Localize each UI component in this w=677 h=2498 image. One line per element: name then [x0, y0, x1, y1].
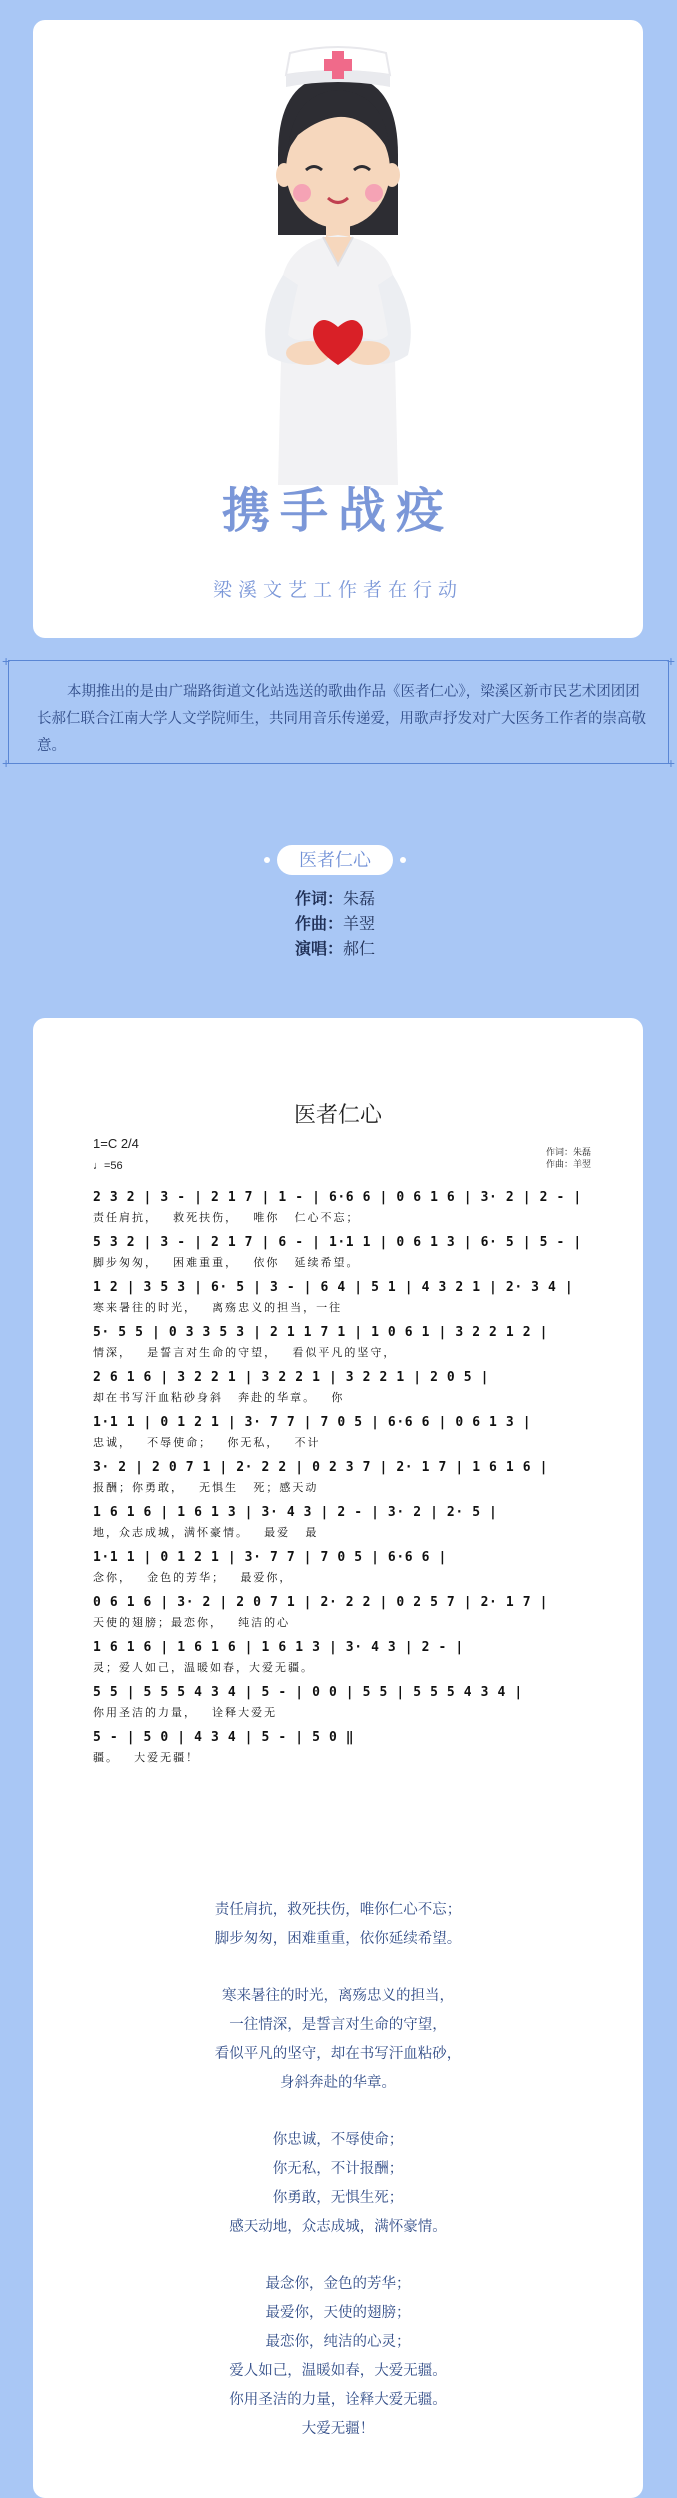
- corner-plus-icon: +: [2, 755, 11, 771]
- lyric-line: 你用圣洁的力量，诠释大爱无疆。: [229, 2392, 447, 2408]
- corner-plus-icon: +: [666, 653, 675, 669]
- notation-lyric-line: 你用圣洁的力量， 诠释大爱无: [93, 1707, 278, 1719]
- notation-line: 0 6 1 6 | 3· 2 | 2 0 7 1 | 2· 2 2 | 0 2 5 7 | 2· 1 7 |: [93, 1595, 549, 1610]
- credit-composer: 作曲：羊翌: [295, 916, 376, 933]
- notation-lyric-line: 却在书写汗血粘砂身斜 奔赴的华章。 你: [93, 1392, 345, 1404]
- notation-line: 1 2 | 3 5 3 | 6· 5 | 3 - | 6 4 | 5 1 | 4 3 2 1 | 2· 3 4 |: [93, 1280, 574, 1295]
- score-title: 医者仁心: [293, 1103, 382, 1128]
- hero-subtitle: 梁溪文艺工作者在行动: [212, 580, 463, 601]
- credit-singer: 演唱：郝仁: [295, 941, 376, 958]
- tag-dot-icon: [264, 857, 270, 863]
- notation-line: 5· 5 5 | 0 3 3 5 3 | 2 1 1 7 1 | 1 0 6 1 | 3 2 2 1 2 |: [93, 1325, 549, 1340]
- score-mini-credits: 作词：朱磊 作曲：羊翌: [545, 1147, 591, 1169]
- credit-lyricist: 作词：朱磊: [295, 891, 376, 908]
- lyric-line: 你无私，不计报酬；: [272, 2161, 404, 2177]
- notation-line: 2 3 2 | 3 - | 2 1 7 | 1 - | 6·6 6 | 0 6 1 6 | 3· 2 | 2 - |: [93, 1190, 582, 1205]
- lyric-line: 你勇敢，无惧生死；: [272, 2190, 404, 2206]
- notation-lyric-line: 情深， 是誓言对生命的守望， 看似平凡的坚守，: [93, 1347, 397, 1359]
- notation-line: 1·1 1 | 0 1 2 1 | 3· 7 7 | 7 0 5 | 6·6 6 | 0 6 1 3 |: [93, 1415, 532, 1430]
- lyric-line: 爱人如己，温暖如春，大爱无疆。: [229, 2363, 447, 2379]
- notation-lyric-line: 忠诚， 不辱使命； 你无私， 不计: [93, 1437, 321, 1449]
- notation-lyric-line: 责任肩抗， 救死扶伤， 唯你 仁心不忘；: [93, 1212, 360, 1224]
- intro-text: 本期推出的是由广瑞路街道文化站选送的歌曲作品《医者仁心》，梁溪区新市民艺术团团团长郝仁联合江南大学人文学院师生，共同用音乐传递爱，用歌声抒发对广大医务工作者的崇高敬意。: [37, 684, 646, 754]
- notation-lyric-line: 灵；爱人如己，温暖如春，大爱无疆。: [93, 1662, 314, 1674]
- intro-box: [2, 653, 675, 771]
- notation-line: 2 6 1 6 | 3 2 2 1 | 3 2 2 1 | 3 2 2 1 | 2 0 5 |: [93, 1370, 490, 1385]
- score-key: 1=C 2/4: [93, 1136, 139, 1151]
- lyric-line: 看似平凡的坚守，却在书写汗血粘砂，: [214, 2046, 462, 2062]
- corner-plus-icon: +: [2, 653, 11, 669]
- lyric-line: 脚步匆匆，困难重重，依你延续希望。: [214, 1931, 462, 1947]
- notation-lyric-line: 寒来暑往的时光， 离殇忠义的担当，一往: [93, 1302, 343, 1314]
- notation-line: 5 3 2 | 3 - | 2 1 7 | 6 - | 1·1 1 | 0 6 1 3 | 6· 5 | 5 - |: [93, 1235, 582, 1250]
- notation-line: 1 6 1 6 | 1 6 1 6 | 1 6 1 3 | 3· 4 3 | 2 - |: [93, 1640, 464, 1655]
- notation-line: 3· 2 | 2 0 7 1 | 2· 2 2 | 0 2 3 7 | 2· 1 7 | 1 6 1 6 |: [93, 1460, 549, 1475]
- notation-lyric-line: 疆。 大爱无疆！: [93, 1752, 200, 1764]
- score-tempo: ♩=56: [93, 1160, 123, 1172]
- lyric-line: 一往情深，是誓言对生命的守望，: [229, 2017, 447, 2033]
- notation-lyric-line: 地，众志成城，满怀豪情。 最爱 最: [93, 1527, 319, 1539]
- score-card: [33, 1018, 643, 2498]
- lyric-line: 身斜奔赴的华章。: [280, 2075, 396, 2091]
- song-title-tag: 医者仁心: [277, 845, 393, 875]
- tag-dot-icon: [400, 857, 406, 863]
- notation-lyric-line: 天使的翅膀；最恋你， 纯洁的心: [93, 1617, 291, 1629]
- notation-lyric-line: 脚步匆匆， 困难重重， 依你 延续希望。: [93, 1257, 360, 1269]
- notation-line: 1 6 1 6 | 1 6 1 3 | 3· 4 3 | 2 - | 3· 2 | 2· 5 |: [93, 1505, 498, 1520]
- lyric-line: 最念你，金色的芳华；: [265, 2276, 411, 2292]
- lyric-line: 寒来暑往的时光，离殇忠义的担当，: [222, 1988, 454, 2004]
- lyric-line: 你忠诚，不辱使命；: [272, 2132, 404, 2148]
- lyric-line: 责任肩抗，救死扶伤，唯你仁心不忘；: [214, 1902, 462, 1918]
- notation-line: 1·1 1 | 0 1 2 1 | 3· 7 7 | 7 0 5 | 6·6 6 |: [93, 1550, 447, 1565]
- nurse-illustration: [238, 35, 438, 485]
- hero-card: [33, 20, 643, 638]
- notation-line: 5 - | 5 0 | 4 3 4 | 5 - | 5 0 ‖: [93, 1730, 355, 1745]
- lyric-line: 大爱无疆！: [301, 2421, 375, 2437]
- hero-title: 携手战疫: [221, 485, 454, 538]
- lyric-line: 感天动地，众志成城，满怀豪情。: [229, 2219, 447, 2235]
- corner-plus-icon: +: [666, 755, 675, 771]
- lyric-line: 最恋你，纯洁的心灵；: [265, 2334, 411, 2350]
- notation-lyric-line: 念你， 金色的芳华； 最爱你，: [93, 1572, 293, 1584]
- notation-line: 5 5 | 5 5 5 4 3 4 | 5 - | 0 0 | 5 5 | 5 5 5 4 3 4 |: [93, 1685, 523, 1700]
- lyric-line: 最爱你，天使的翅膀；: [265, 2305, 411, 2321]
- notation-lyric-line: 报酬；你勇敢， 无惧生 死；感天动: [93, 1482, 319, 1494]
